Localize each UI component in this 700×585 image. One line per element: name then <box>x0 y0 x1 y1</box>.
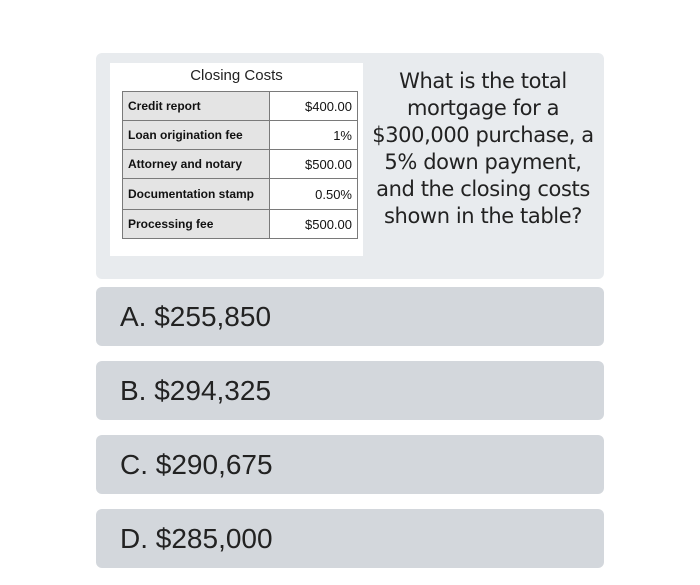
answer-label: C. $290,675 <box>120 448 273 480</box>
table-row <box>123 92 358 121</box>
table-caption: Closing Costs <box>190 67 283 84</box>
row-label: Loan origination fee <box>123 121 270 150</box>
table-row <box>123 150 358 179</box>
row-value: 1% <box>270 121 358 150</box>
answer-option-d[interactable] <box>96 509 604 568</box>
answer-label: A. $255,850 <box>120 300 272 332</box>
row-label: Attorney and notary <box>123 150 270 179</box>
row-value: $500.00 <box>270 150 358 179</box>
row-value: 0.50% <box>270 179 358 210</box>
answer-option-b[interactable] <box>96 361 604 420</box>
closing-costs-table <box>122 91 358 239</box>
row-label: Documentation stamp <box>123 179 270 210</box>
answer-option-a[interactable] <box>96 287 604 346</box>
closing-costs-table-panel <box>110 63 363 256</box>
answer-option-c[interactable] <box>96 435 604 494</box>
row-value: $500.00 <box>270 210 358 239</box>
row-label: Credit report <box>123 92 270 121</box>
table-row <box>123 179 358 210</box>
table-row <box>123 210 358 239</box>
table-row <box>123 121 358 150</box>
answer-label: B. $294,325 <box>120 374 272 406</box>
question-text: What is the total mortgage for a $300,000 purchase, a 5% down payment, and the closing costs shown in the table? <box>372 69 594 228</box>
row-label: Processing fee <box>123 210 270 239</box>
row-value: $400.00 <box>270 92 358 121</box>
answer-label: D. $285,000 <box>120 522 273 554</box>
